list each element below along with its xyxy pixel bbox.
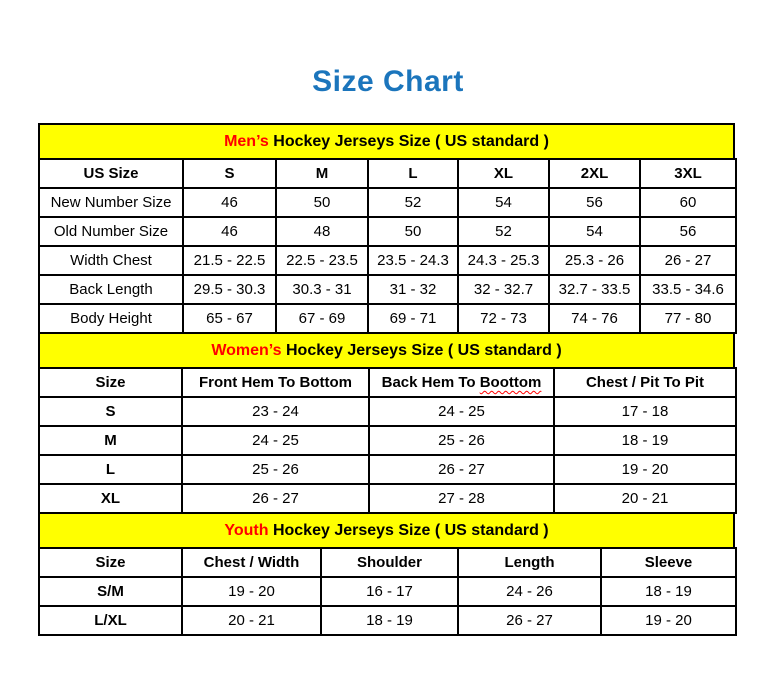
mens-banner — [38, 123, 735, 160]
header-row — [39, 368, 736, 397]
cell-value: 24.3 - 25.3 — [458, 246, 549, 275]
table-row — [39, 577, 736, 606]
banner-text: Hockey Jerseys Size ( US standard ) — [268, 521, 549, 539]
cell-value: 46 — [183, 217, 276, 246]
column-header: 2XL — [549, 159, 640, 188]
table-row — [39, 188, 736, 217]
womens-banner — [38, 332, 735, 369]
header-row — [39, 159, 736, 188]
cell-value: 26 - 27 — [458, 606, 601, 635]
cell-value: 19 - 20 — [601, 606, 736, 635]
banner-text: Hockey Jerseys Size ( US standard ) — [281, 341, 562, 359]
column-header: US Size — [39, 159, 183, 188]
cell-value: 26 - 27 — [182, 484, 369, 513]
column-header: Size — [39, 548, 182, 577]
cell-value: 25 - 26 — [369, 426, 554, 455]
cell-value: 17 - 18 — [554, 397, 736, 426]
page-title: Size Chart — [312, 65, 464, 98]
column-header: Sleeve — [601, 548, 736, 577]
size-tables — [38, 123, 735, 636]
banner-highlight: Men’s — [224, 132, 269, 150]
banner-text: Hockey Jerseys Size ( US standard ) — [268, 132, 549, 150]
row-label: Back Length — [39, 275, 183, 304]
row-label: L/XL — [39, 606, 182, 635]
cell-value: 65 - 67 — [183, 304, 276, 333]
table-row — [39, 455, 736, 484]
row-label: S — [39, 397, 182, 426]
cell-value: 23.5 - 24.3 — [368, 246, 458, 275]
table-row — [39, 275, 736, 304]
cell-value: 24 - 25 — [182, 426, 369, 455]
cell-value: 52 — [368, 188, 458, 217]
banner-highlight: Youth — [224, 521, 269, 539]
table-row — [39, 246, 736, 275]
column-header: Front Hem To Bottom — [182, 368, 369, 397]
womens-grid — [38, 367, 737, 514]
column-header: Chest / Width — [182, 548, 321, 577]
cell-value: 50 — [368, 217, 458, 246]
womens-size-table — [38, 332, 735, 514]
cell-value: 18 - 19 — [554, 426, 736, 455]
cell-value: 56 — [640, 217, 736, 246]
table-row — [39, 606, 736, 635]
cell-value: 24 - 25 — [369, 397, 554, 426]
cell-value: 30.3 - 31 — [276, 275, 368, 304]
table-row — [39, 304, 736, 333]
cell-value: 48 — [276, 217, 368, 246]
mens-size-table — [38, 123, 735, 334]
cell-value: 22.5 - 23.5 — [276, 246, 368, 275]
misspelled-word: Boottom — [479, 374, 542, 391]
cell-value: 20 - 21 — [182, 606, 321, 635]
cell-value: 32.7 - 33.5 — [549, 275, 640, 304]
cell-value: 18 - 19 — [601, 577, 736, 606]
cell-value: 60 — [640, 188, 736, 217]
cell-value: 69 - 71 — [368, 304, 458, 333]
cell-value: 32 - 32.7 — [458, 275, 549, 304]
cell-value: 33.5 - 34.6 — [640, 275, 736, 304]
column-header: S — [183, 159, 276, 188]
cell-value: 54 — [549, 217, 640, 246]
mens-grid — [38, 158, 737, 334]
row-label: S/M — [39, 577, 182, 606]
row-label: Width Chest — [39, 246, 183, 275]
column-header: L — [368, 159, 458, 188]
cell-value: 72 - 73 — [458, 304, 549, 333]
column-header: Length — [458, 548, 601, 577]
cell-value: 56 — [549, 188, 640, 217]
cell-value: 21.5 - 22.5 — [183, 246, 276, 275]
cell-value: 16 - 17 — [321, 577, 458, 606]
header-row — [39, 548, 736, 577]
column-header: XL — [458, 159, 549, 188]
table-row — [39, 217, 736, 246]
cell-value: 23 - 24 — [182, 397, 369, 426]
banner-highlight: Women’s — [211, 341, 282, 359]
row-label: XL — [39, 484, 182, 513]
cell-value: 50 — [276, 188, 368, 217]
column-header: M — [276, 159, 368, 188]
column-header: 3XL — [640, 159, 736, 188]
column-header: Size — [39, 368, 182, 397]
row-label: M — [39, 426, 182, 455]
cell-value: 77 - 80 — [640, 304, 736, 333]
table-row — [39, 426, 736, 455]
column-header: Back Hem To Boottom — [369, 368, 554, 397]
row-label: Old Number Size — [39, 217, 183, 246]
table-row — [39, 484, 736, 513]
youth-grid — [38, 547, 737, 636]
cell-value: 20 - 21 — [554, 484, 736, 513]
youth-size-table — [38, 512, 735, 636]
youth-banner — [38, 512, 735, 549]
cell-value: 24 - 26 — [458, 577, 601, 606]
cell-value: 29.5 - 30.3 — [183, 275, 276, 304]
cell-value: 52 — [458, 217, 549, 246]
column-header: Chest / Pit To Pit — [554, 368, 736, 397]
cell-value: 25 - 26 — [182, 455, 369, 484]
cell-value: 67 - 69 — [276, 304, 368, 333]
cell-value: 31 - 32 — [368, 275, 458, 304]
cell-value: 19 - 20 — [182, 577, 321, 606]
cell-value: 18 - 19 — [321, 606, 458, 635]
column-header: Shoulder — [321, 548, 458, 577]
cell-value: 27 - 28 — [369, 484, 554, 513]
cell-value: 74 - 76 — [549, 304, 640, 333]
cell-value: 26 - 27 — [640, 246, 736, 275]
cell-value: 25.3 - 26 — [549, 246, 640, 275]
cell-value: 54 — [458, 188, 549, 217]
row-label: New Number Size — [39, 188, 183, 217]
row-label: L — [39, 455, 182, 484]
table-row — [39, 397, 736, 426]
cell-value: 26 - 27 — [369, 455, 554, 484]
cell-value: 46 — [183, 188, 276, 217]
cell-value: 19 - 20 — [554, 455, 736, 484]
row-label: Body Height — [39, 304, 183, 333]
